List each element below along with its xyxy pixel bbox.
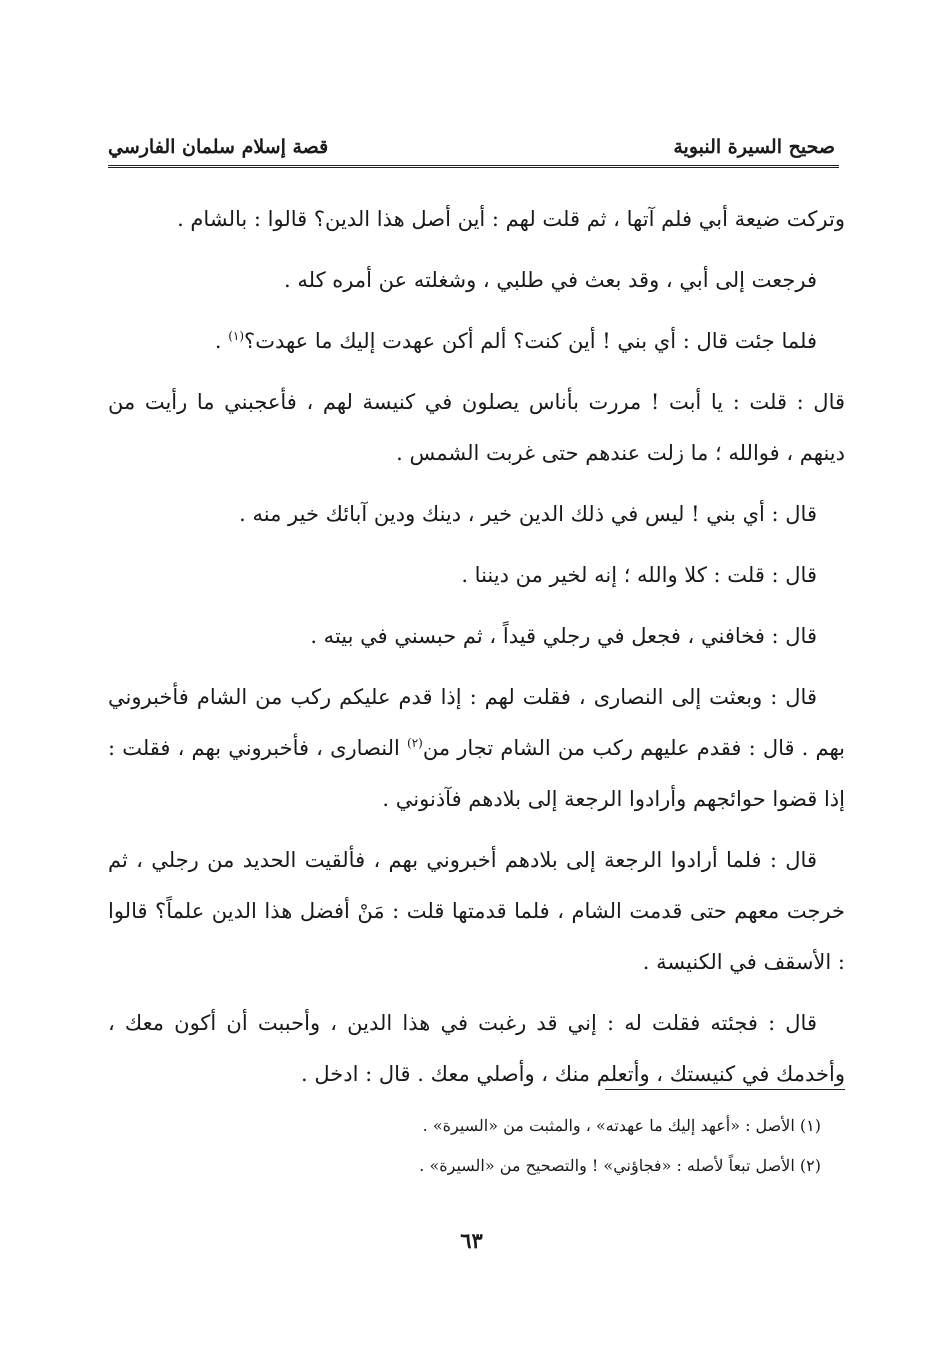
body-text	[108, 194, 845, 1110]
paragraph: فرجعت إلى أبي ، وقد بعث في طلبي ، وشغلته عن أمره كله .	[284, 268, 817, 292]
footnotes	[108, 1106, 821, 1186]
footnote-divider	[605, 1089, 845, 1090]
paragraph: وتركت ضيعة أبي فلم آتها ، ثم قلت لهم : أين أصل هذا الدين؟ قالوا : بالشام .	[177, 207, 845, 231]
paragraph: قال : فجئته فقلت له : إني قد رغبت في هذا الدين ، وأحببت أن أكون معك ، وأخدمك في كنيستك ، وأتعلم منك ، وأصلي معك . قال : ادخل .	[108, 1011, 845, 1086]
paragraph: قال : وبعثت إلى النصارى ، فقلت لهم : إذا قدم عليكم ركب من الشام فأخبروني بهم . قال : فقدم عليهم ركب من الشام تجار من$^{(٢)}$ النصارى ، فأخبروني بهم ، فقلت : إذا قضوا حوائجهم وأرادوا الرجعة إلى بلادهم فآذنوني .	[108, 685, 845, 811]
footnote-marker: (٢)	[407, 736, 423, 750]
paragraph: قال : قلت : يا أبت ! مررت بأناس يصلون في كنيسة لهم ، فأعجبني ما رأيت من دينهم ، فوالله ؛ ما زلت عندهم حتى غربت الشمس .	[108, 390, 845, 465]
footnote: (٢) الأصل تبعاً لأصله : «فجاؤني» ! والتصحيح من «السيرة» .	[419, 1156, 821, 1175]
running-header	[108, 118, 835, 158]
chapter-title: قصة إسلام سلمان الفارسي	[108, 136, 329, 158]
paragraph: قال : أي بني ! ليس في ذلك الدين خير ، دينك ودين آبائك خير منه .	[239, 502, 817, 526]
paragraph: قال : فخافني ، فجعل في رجلي قيداً ، ثم حبسني في بيته .	[310, 624, 817, 648]
paragraph: قال : فلما أرادوا الرجعة إلى بلادهم أخبروني بهم ، فألقيت الحديد من رجلي ، ثم خرجت معهم حتى قدمت الشام ، فلما قدمتها قلت : مَنْ أفضل هذا الدين علماً؟ قالوا : الأسقف في الكنيسة .	[108, 848, 845, 974]
footnote: (١) الأصل : «أعهد إليك ما عهدته» ، والمثبت من «السيرة» .	[422, 1116, 821, 1135]
footnote-marker: (١)	[228, 329, 245, 343]
book-title: صحيح السيرة النبوية	[673, 136, 835, 158]
paragraph: قال : قلت : كلا والله ؛ إنه لخير من ديننا .	[461, 563, 817, 587]
paragraph: فلما جئت قال : أي بني ! أين كنت؟ ألم أكن عهدت إليك ما عهدت؟$^{(١)}$ .	[214, 329, 817, 353]
page-number: ٦٣	[460, 1228, 483, 1253]
header-divider	[108, 165, 839, 168]
